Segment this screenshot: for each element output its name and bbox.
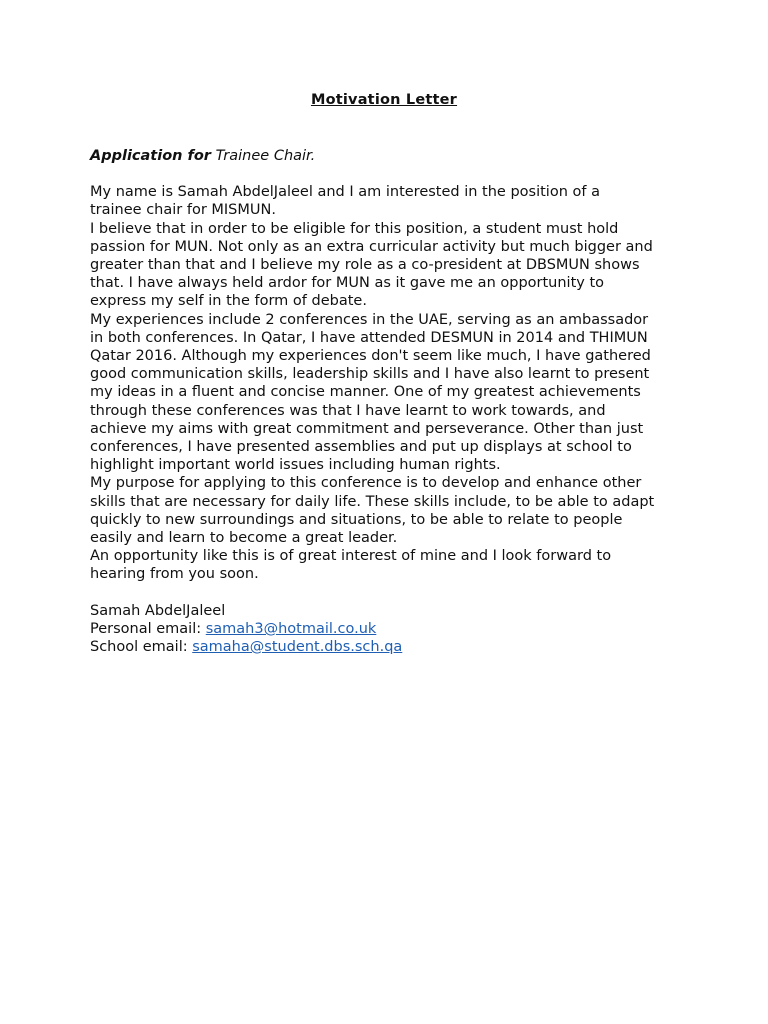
body-line-6: that. I have always held ardor for MUN as it gave me an opportunity to <box>90 275 605 292</box>
school-email-line <box>90 638 690 656</box>
body-line-21: An opportunity like this is of great interest of mine and I look forward to <box>90 548 612 565</box>
body-line-15: conferences, I have presented assemblies and put up displays at school to <box>90 439 632 456</box>
school-email-link[interactable]: samaha@student.dbs.sch.qa <box>192 639 403 656</box>
body-line-18: skills that are necessary for daily life. These skills include, to be able to adapt <box>90 493 655 510</box>
application-value: Trainee Chair. <box>215 148 316 164</box>
body-line-11: good communication skills, leadership skills and I have also learnt to present <box>90 366 650 383</box>
body-line-2: trainee chair for MISMUN. <box>90 202 276 219</box>
personal-email-label: Personal email: <box>90 620 206 637</box>
body-line-19: quickly to new surroundings and situations, to be able to relate to people <box>90 511 623 528</box>
body-line-14: achieve my aims with great commitment and perseverance. Other than just <box>90 420 644 437</box>
personal-email-line <box>90 620 690 638</box>
body-line-17: My purpose for applying to this conference is to develop and enhance other <box>90 475 642 492</box>
application-line <box>90 147 690 165</box>
document-title: Motivation Letter <box>310 92 458 108</box>
body-line-20: easily and learn to become a great leader. <box>90 530 398 547</box>
application-label: Application for <box>90 148 211 164</box>
body-line-9: in both conferences. In Qatar, I have attended DESMUN in 2014 and THIMUN <box>90 329 648 346</box>
body-line-10: Qatar 2016. Although my experiences don't seem like much, I have gathered <box>90 348 651 365</box>
body-line-12: my ideas in a fluent and concise manner. One of my greatest achievements <box>90 384 641 401</box>
body-line-16: highlight important world issues including human rights. <box>90 457 501 474</box>
paragraph-gap <box>90 584 690 602</box>
body-line-13: through these conferences was that I have learnt to work towards, and <box>90 402 606 419</box>
school-email-label: School email: <box>90 639 193 656</box>
body-line-3: I believe that in order to be eligible for this position, a student must hold <box>90 220 619 237</box>
body-line-8: My experiences include 2 conferences in the UAE, serving as an ambassador <box>90 311 649 328</box>
body-line-4: passion for MUN. Not only as an extra curricular activity but much bigger and <box>90 238 653 255</box>
body-line-5: greater than that and I believe my role as a co-president at DBSMUN shows <box>90 257 640 274</box>
body-line-1: My name is Samah AbdelJaleel and I am interested in the position of a <box>90 184 600 201</box>
signature-name: Samah AbdelJaleel <box>90 602 226 619</box>
body-line-22: hearing from you soon. <box>90 566 259 583</box>
letter-body <box>90 147 690 656</box>
personal-email-link[interactable]: samah3@hotmail.co.uk <box>205 620 377 637</box>
body-line-7: express my self in the form of debate. <box>90 293 367 310</box>
